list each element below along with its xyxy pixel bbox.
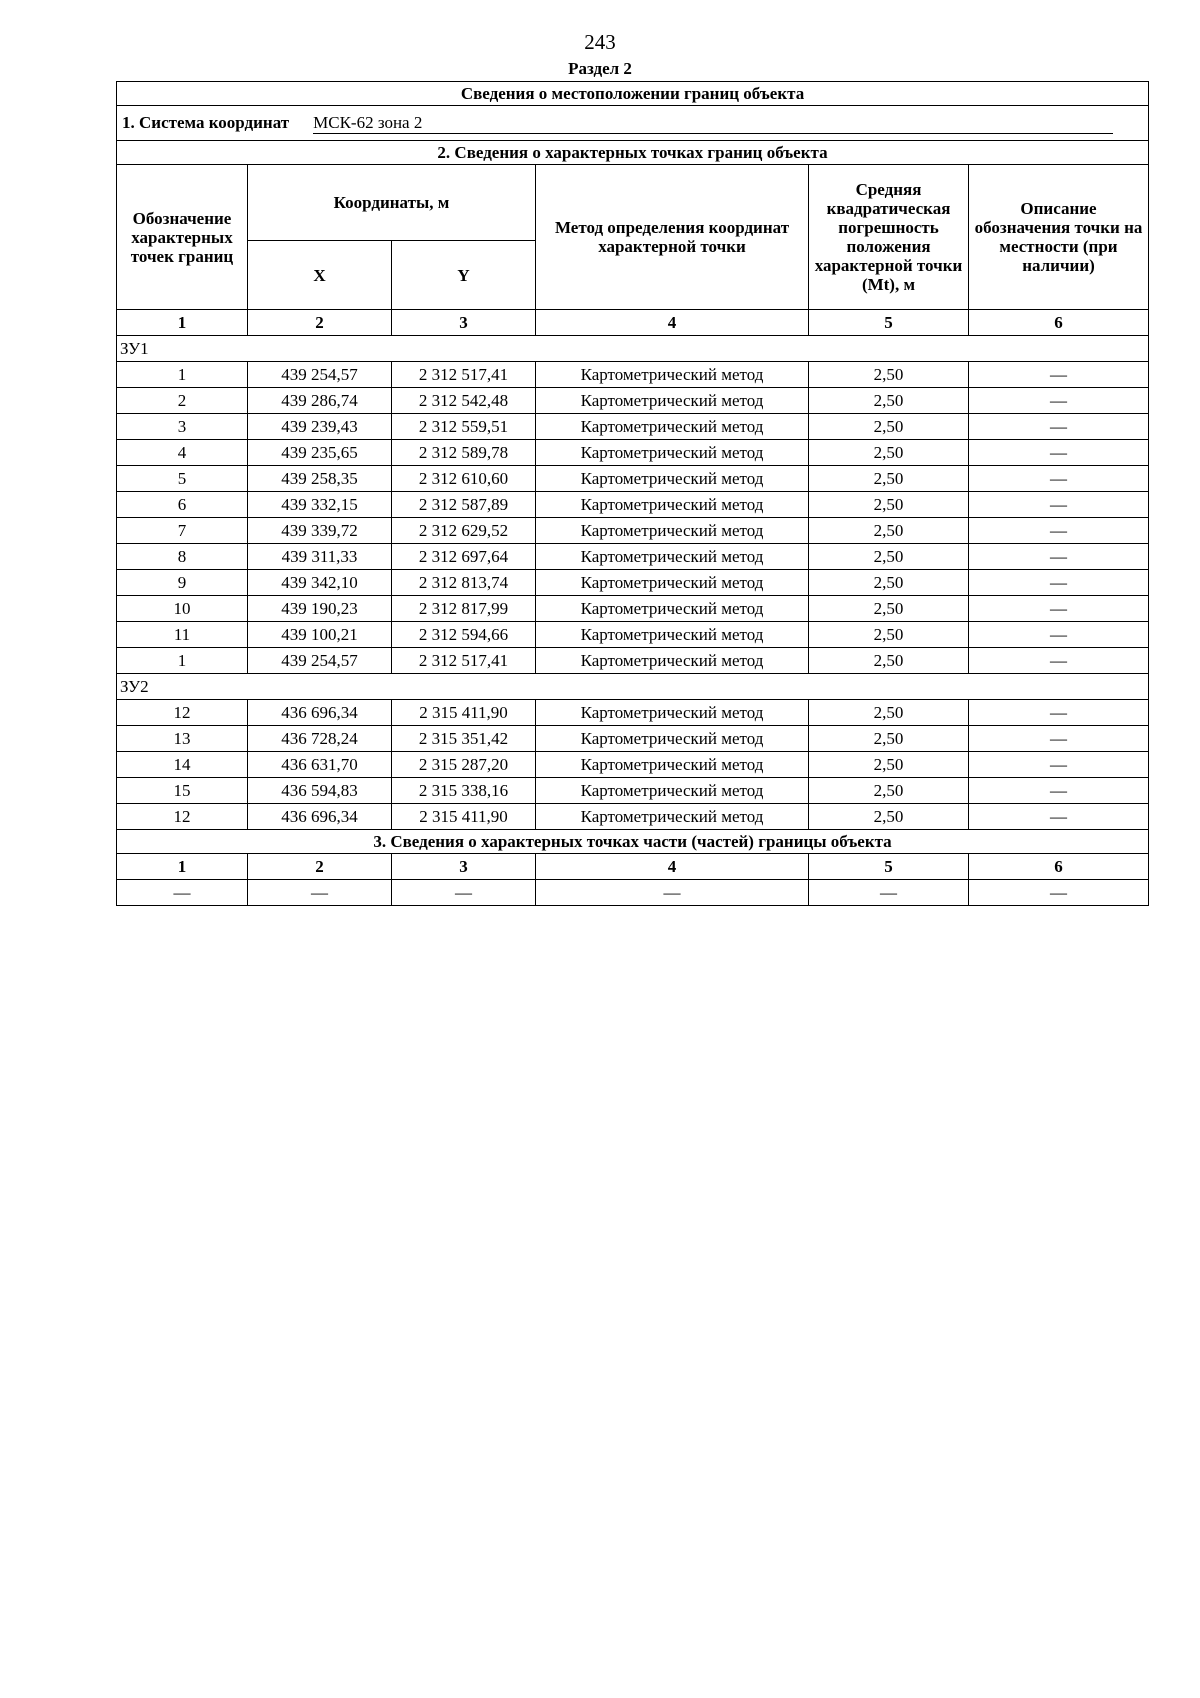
section3-cell: — xyxy=(392,880,536,906)
description-cell: — xyxy=(969,388,1149,414)
header-row-1 xyxy=(117,165,1149,241)
y-cell: 2 315 411,90 xyxy=(392,804,536,830)
point-number-cell: 5 xyxy=(117,466,248,492)
y-cell: 2 312 629,52 xyxy=(392,518,536,544)
section3-title-row xyxy=(117,830,1149,854)
table-row xyxy=(117,570,1149,596)
x-cell: 439 286,74 xyxy=(248,388,392,414)
point-number-cell: 9 xyxy=(117,570,248,596)
header-y: Y xyxy=(392,241,536,310)
point-number-cell: 4 xyxy=(117,440,248,466)
error-cell: 2,50 xyxy=(809,726,969,752)
error-cell: 2,50 xyxy=(809,622,969,648)
header-coordinates: Координаты, м xyxy=(248,165,536,241)
column-number: 6 xyxy=(969,854,1149,880)
point-number-cell: 11 xyxy=(117,622,248,648)
section3-row xyxy=(117,880,1149,906)
table-row xyxy=(117,518,1149,544)
method-cell: Картометрический метод xyxy=(536,492,809,518)
section2-title: 2. Сведения о характерных точках границ объекта xyxy=(117,141,1149,165)
method-cell: Картометрический метод xyxy=(536,544,809,570)
error-cell: 2,50 xyxy=(809,440,969,466)
point-number-cell: 12 xyxy=(117,700,248,726)
method-cell: Картометрический метод xyxy=(536,648,809,674)
x-cell: 439 254,57 xyxy=(248,362,392,388)
page-number: 243 xyxy=(584,30,616,54)
method-cell: Картометрический метод xyxy=(536,622,809,648)
description-cell: — xyxy=(969,362,1149,388)
error-cell: 2,50 xyxy=(809,804,969,830)
y-cell: 2 315 411,90 xyxy=(392,700,536,726)
point-number-cell: 10 xyxy=(117,596,248,622)
error-cell: 2,50 xyxy=(809,778,969,804)
point-number-cell: 1 xyxy=(117,648,248,674)
section3-cell: — xyxy=(809,880,969,906)
x-cell: 439 190,23 xyxy=(248,596,392,622)
subtitle-row xyxy=(117,141,1149,165)
description-cell: — xyxy=(969,544,1149,570)
table-row xyxy=(117,726,1149,752)
method-cell: Картометрический метод xyxy=(536,466,809,492)
table-row xyxy=(117,492,1149,518)
table-row xyxy=(117,778,1149,804)
description-cell: — xyxy=(969,700,1149,726)
point-number-cell: 3 xyxy=(117,414,248,440)
error-cell: 2,50 xyxy=(809,596,969,622)
y-cell: 2 312 589,78 xyxy=(392,440,536,466)
header-point-designation: Обозначение характерных точек границ xyxy=(117,165,248,310)
method-cell: Картометрический метод xyxy=(536,778,809,804)
description-cell: — xyxy=(969,622,1149,648)
table-row xyxy=(117,804,1149,830)
point-number-cell: 13 xyxy=(117,726,248,752)
column-number: 4 xyxy=(536,310,809,336)
description-cell: — xyxy=(969,414,1149,440)
boundary-table xyxy=(116,81,1149,906)
y-cell: 2 312 813,74 xyxy=(392,570,536,596)
coord-system-value: МСК-62 зона 2 xyxy=(313,113,1113,134)
table-row xyxy=(117,648,1149,674)
coord-system-cell xyxy=(117,106,1149,141)
y-cell: 2 315 351,42 xyxy=(392,726,536,752)
section3-cell: — xyxy=(248,880,392,906)
column-number: 2 xyxy=(248,854,392,880)
header-x: X xyxy=(248,241,392,310)
x-cell: 439 342,10 xyxy=(248,570,392,596)
error-cell: 2,50 xyxy=(809,544,969,570)
method-cell: Картометрический метод xyxy=(536,726,809,752)
x-cell: 436 594,83 xyxy=(248,778,392,804)
x-cell: 439 339,72 xyxy=(248,518,392,544)
section3-title: 3. Сведения о характерных точках части (частей) границы объекта xyxy=(117,830,1149,854)
table-row xyxy=(117,622,1149,648)
point-number-cell: 12 xyxy=(117,804,248,830)
method-cell: Картометрический метод xyxy=(536,440,809,466)
x-cell: 439 239,43 xyxy=(248,414,392,440)
header-method: Метод определения координат характерной точки xyxy=(536,165,809,310)
section3-column-number-row xyxy=(117,854,1149,880)
x-cell: 436 728,24 xyxy=(248,726,392,752)
error-cell: 2,50 xyxy=(809,388,969,414)
x-cell: 439 311,33 xyxy=(248,544,392,570)
description-cell: — xyxy=(969,492,1149,518)
table-row xyxy=(117,596,1149,622)
y-cell: 2 312 594,66 xyxy=(392,622,536,648)
x-cell: 436 696,34 xyxy=(248,700,392,726)
group-label: ЗУ2 xyxy=(117,674,1149,700)
table-row xyxy=(117,700,1149,726)
main-title-row xyxy=(117,82,1149,106)
point-number-cell: 15 xyxy=(117,778,248,804)
table-row xyxy=(117,414,1149,440)
section3-cell: — xyxy=(536,880,809,906)
point-number-cell: 6 xyxy=(117,492,248,518)
error-cell: 2,50 xyxy=(809,700,969,726)
y-cell: 2 312 542,48 xyxy=(392,388,536,414)
description-cell: — xyxy=(969,570,1149,596)
header-error: Средняя квадратическая погрешность положения характерной точки (Mt), м xyxy=(809,165,969,310)
error-cell: 2,50 xyxy=(809,466,969,492)
column-number: 5 xyxy=(809,854,969,880)
y-cell: 2 312 559,51 xyxy=(392,414,536,440)
x-cell: 439 235,65 xyxy=(248,440,392,466)
y-cell: 2 312 587,89 xyxy=(392,492,536,518)
y-cell: 2 312 817,99 xyxy=(392,596,536,622)
coord-system-label: 1. Система координат xyxy=(122,112,290,132)
y-cell: 2 312 697,64 xyxy=(392,544,536,570)
description-cell: — xyxy=(969,648,1149,674)
column-number: 1 xyxy=(117,854,248,880)
x-cell: 439 254,57 xyxy=(248,648,392,674)
y-cell: 2 315 287,20 xyxy=(392,752,536,778)
method-cell: Картометрический метод xyxy=(536,596,809,622)
description-cell: — xyxy=(969,778,1149,804)
x-cell: 436 696,34 xyxy=(248,804,392,830)
point-number-cell: 2 xyxy=(117,388,248,414)
y-cell: 2 312 517,41 xyxy=(392,648,536,674)
x-cell: 439 258,35 xyxy=(248,466,392,492)
column-number: 3 xyxy=(392,310,536,336)
method-cell: Картометрический метод xyxy=(536,362,809,388)
y-cell: 2 315 338,16 xyxy=(392,778,536,804)
coord-system-row xyxy=(117,106,1149,141)
description-cell: — xyxy=(969,804,1149,830)
description-cell: — xyxy=(969,466,1149,492)
group-row xyxy=(117,674,1149,700)
description-cell: — xyxy=(969,596,1149,622)
table-row xyxy=(117,362,1149,388)
table-row xyxy=(117,388,1149,414)
point-number-cell: 1 xyxy=(117,362,248,388)
column-number: 4 xyxy=(536,854,809,880)
table-row xyxy=(117,752,1149,778)
error-cell: 2,50 xyxy=(809,518,969,544)
method-cell: Картометрический метод xyxy=(536,752,809,778)
x-cell: 439 100,21 xyxy=(248,622,392,648)
column-number: 2 xyxy=(248,310,392,336)
column-number-row xyxy=(117,310,1149,336)
table-row xyxy=(117,440,1149,466)
error-cell: 2,50 xyxy=(809,492,969,518)
column-number: 5 xyxy=(809,310,969,336)
x-cell: 436 631,70 xyxy=(248,752,392,778)
header-description: Описание обозначения точки на местности (при наличии) xyxy=(969,165,1149,310)
column-number: 1 xyxy=(117,310,248,336)
description-cell: — xyxy=(969,518,1149,544)
column-number: 3 xyxy=(392,854,536,880)
point-number-cell: 8 xyxy=(117,544,248,570)
section3-cell: — xyxy=(969,880,1149,906)
description-cell: — xyxy=(969,726,1149,752)
point-number-cell: 14 xyxy=(117,752,248,778)
method-cell: Картометрический метод xyxy=(536,570,809,596)
column-number: 6 xyxy=(969,310,1149,336)
error-cell: 2,50 xyxy=(809,414,969,440)
table-row xyxy=(117,544,1149,570)
error-cell: 2,50 xyxy=(809,752,969,778)
table-row xyxy=(117,466,1149,492)
description-cell: — xyxy=(969,752,1149,778)
main-title: Сведения о местоположении границ объекта xyxy=(117,82,1149,106)
point-number-cell: 7 xyxy=(117,518,248,544)
method-cell: Картометрический метод xyxy=(536,388,809,414)
error-cell: 2,50 xyxy=(809,570,969,596)
group-row xyxy=(117,336,1149,362)
error-cell: 2,50 xyxy=(809,362,969,388)
method-cell: Картометрический метод xyxy=(536,700,809,726)
table-body xyxy=(117,82,1149,906)
x-cell: 439 332,15 xyxy=(248,492,392,518)
y-cell: 2 312 517,41 xyxy=(392,362,536,388)
group-label: ЗУ1 xyxy=(117,336,1149,362)
method-cell: Картометрический метод xyxy=(536,518,809,544)
description-cell: — xyxy=(969,440,1149,466)
method-cell: Картометрический метод xyxy=(536,804,809,830)
section-title: Раздел 2 xyxy=(568,59,632,78)
y-cell: 2 312 610,60 xyxy=(392,466,536,492)
error-cell: 2,50 xyxy=(809,648,969,674)
method-cell: Картометрический метод xyxy=(536,414,809,440)
section3-cell: — xyxy=(117,880,248,906)
